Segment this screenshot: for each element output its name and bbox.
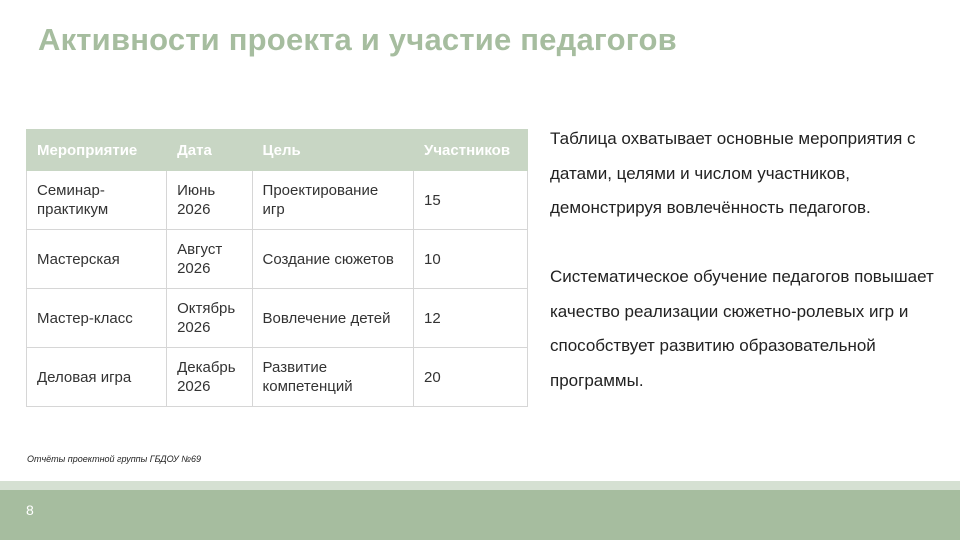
footer-accent-line [0,481,960,490]
activities-table-container [26,129,528,407]
page-number: 8 [26,502,34,518]
cell-goal: Вовлечение детей [252,289,413,348]
description-paragraph-1: Таблица охватывает основные мероприятия с датами, целями и числом участников, демонстрируя вовлечённость педагогов. [550,129,916,217]
table-row [27,230,528,289]
cell-participants: 10 [414,230,528,289]
description-text [550,122,945,398]
cell-goal: Проектирование игр [252,171,413,230]
cell-event: Семинар-практикум [27,171,167,230]
header-date: Дата [167,130,252,171]
table-row [27,348,528,407]
cell-participants: 12 [414,289,528,348]
table-row [27,289,528,348]
table-row [27,171,528,230]
cell-date: Декабрь 2026 [167,348,252,407]
cell-event: Мастер-класс [27,289,167,348]
cell-date: Октябрь 2026 [167,289,252,348]
header-goal: Цель [252,130,413,171]
source-note: Отчёты проектной группы ГБДОУ №69 [27,454,202,464]
description-paragraph-2: Систематическое обучение педагогов повышает качество реализации сюжетно-ролевых игр и способствует развитию образовательной программы. [550,267,934,390]
cell-goal: Развитие компетенций [252,348,413,407]
cell-participants: 15 [414,171,528,230]
cell-event: Деловая игра [27,348,167,407]
cell-event: Мастерская [27,230,167,289]
paragraph-spacer [550,226,945,261]
header-event: Мероприятие [27,130,167,171]
cell-goal: Создание сюжетов [252,230,413,289]
activities-table [26,129,528,407]
slide-title: Активности проекта и участие педагогов [38,22,677,57]
cell-date: Июнь 2026 [167,171,252,230]
footer-bar [0,490,960,540]
cell-participants: 20 [414,348,528,407]
cell-date: Август 2026 [167,230,252,289]
table-header-row [27,130,528,171]
header-participants: Участников [414,130,528,171]
